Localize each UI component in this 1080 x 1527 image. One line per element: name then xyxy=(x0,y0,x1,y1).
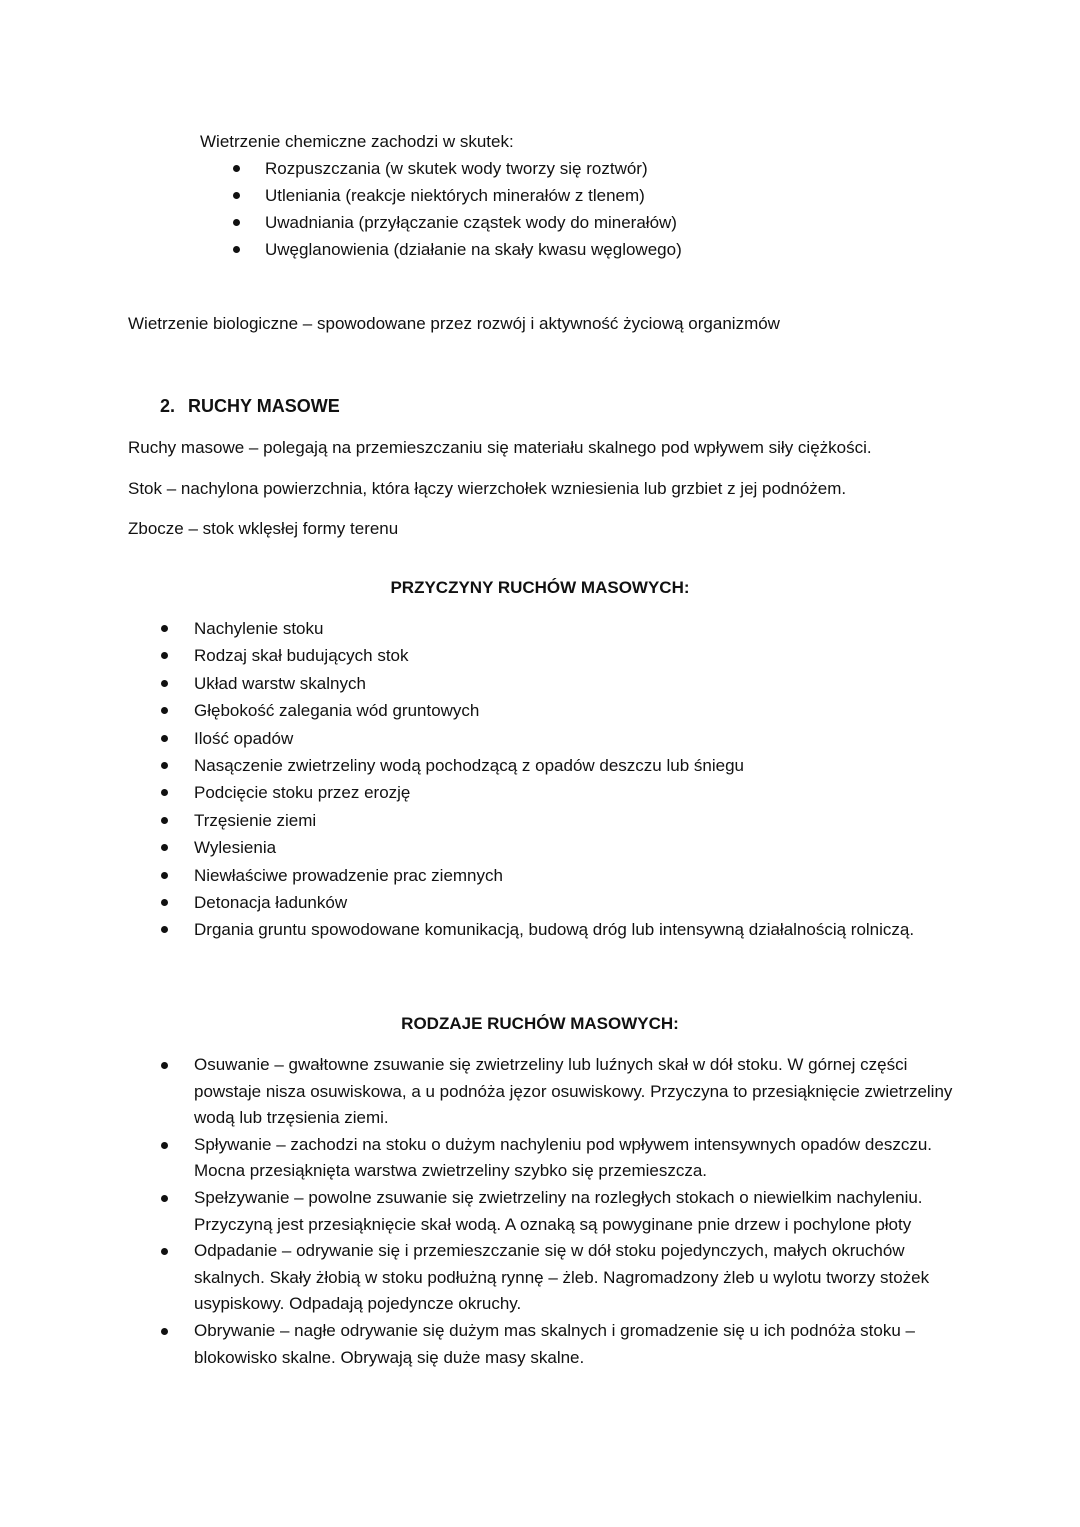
list-item: Nasączenie zwietrzeliny wodą pochodzącą z opadów deszczu lub śniegu xyxy=(128,752,928,779)
chemical-weathering-intro: Wietrzenie chemiczne zachodzi w skutek: xyxy=(200,132,514,151)
definition-slope: Stok – nachylona powierzchnia, która łączy wierzchołek wzniesienia lub grzbiet z jej podnóżem. xyxy=(128,479,847,498)
causes-list xyxy=(128,615,928,944)
definition-hillside: Zbocze – stok wklęsłej formy terenu xyxy=(128,519,399,538)
causes-heading: PRZYCZYNY RUCHÓW MASOWYCH: xyxy=(390,578,690,597)
list-item: Głębokość zalegania wód gruntowych xyxy=(128,697,928,724)
list-item: Obrywanie – nagłe odrywanie się dużym mas skalnych i gromadzenie się u ich podnóża stoku – blokowisko skalne. Obrywają się duże masy skalne. xyxy=(128,1318,958,1371)
definition-mass-movements: Ruchy masowe – polegają na przemieszczaniu się materiału skalnego pod wpływem siły ciężkości. xyxy=(128,438,872,457)
section-title: RUCHY MASOWE xyxy=(188,396,340,416)
list-item: Utleniania (reakcje niektórych minerałów z tlenem) xyxy=(203,182,963,209)
section-number: 2. xyxy=(160,396,176,416)
list-item: Rozpuszczania (w skutek wody tworzy się roztwór) xyxy=(203,155,963,182)
list-item: Wylesienia xyxy=(128,834,928,861)
list-item: Nachylenie stoku xyxy=(128,615,928,642)
list-item: Uwadniania (przyłączanie cząstek wody do minerałów) xyxy=(203,209,963,236)
list-item: Detonacja ładunków xyxy=(128,889,928,916)
list-item: Trzęsienie ziemi xyxy=(128,807,928,834)
chemical-weathering-list xyxy=(203,155,963,263)
section-heading xyxy=(160,393,340,420)
list-item: Podcięcie stoku przez erozję xyxy=(128,779,928,806)
list-item: Niewłaściwe prowadzenie prac ziemnych xyxy=(128,862,928,889)
types-list xyxy=(128,1052,958,1371)
list-item: Spływanie – zachodzi na stoku o dużym nachyleniu pod wpływem intensywnych opadów deszczu. Mocna przesiąknięta warstwa zwietrzeliny szybko się przemieszcza. xyxy=(128,1132,958,1185)
list-item: Ilość opadów xyxy=(128,725,928,752)
list-item: Układ warstw skalnych xyxy=(128,670,928,697)
list-item: Drgania gruntu spowodowane komunikacją, budową dróg lub intensywną działalnością rolniczą. xyxy=(128,916,928,943)
list-item: Rodzaj skał budujących stok xyxy=(128,642,928,669)
list-item: Odpadanie – odrywanie się i przemieszczanie się w dół stoku pojedynczych, małych okruchów skalnych. Skały żłobią w stoku podłużną rynnę – żleb. Nagromadzony żleb u wylotu tworzy stożek usypiskowy. Odpadają pojedyncze okruchy. xyxy=(128,1238,958,1318)
biological-weathering-paragraph: Wietrzenie biologiczne – spowodowane przez rozwój i aktywność życiową organizmów xyxy=(128,314,780,333)
list-item: Spełzywanie – powolne zsuwanie się zwietrzeliny na rozległych stokach o niewielkim nachyleniu. Przyczyną jest przesiąknięcie skał wodą. A oznaką są powyginane pnie drzew i pochylone płoty xyxy=(128,1185,958,1238)
list-item: Osuwanie – gwałtowne zsuwanie się zwietrzeliny lub luźnych skał w dół stoku. W górnej części powstaje nisza osuwiskowa, a u podnóża jęzor osuwiskowy. Przyczyna to przesiąknięcie zwietrzeliny wodą lub trzęsienia ziemi. xyxy=(128,1052,958,1132)
list-item: Uwęglanowienia (działanie na skały kwasu węglowego) xyxy=(203,236,963,263)
types-heading: RODZAJE RUCHÓW MASOWYCH: xyxy=(401,1014,679,1033)
